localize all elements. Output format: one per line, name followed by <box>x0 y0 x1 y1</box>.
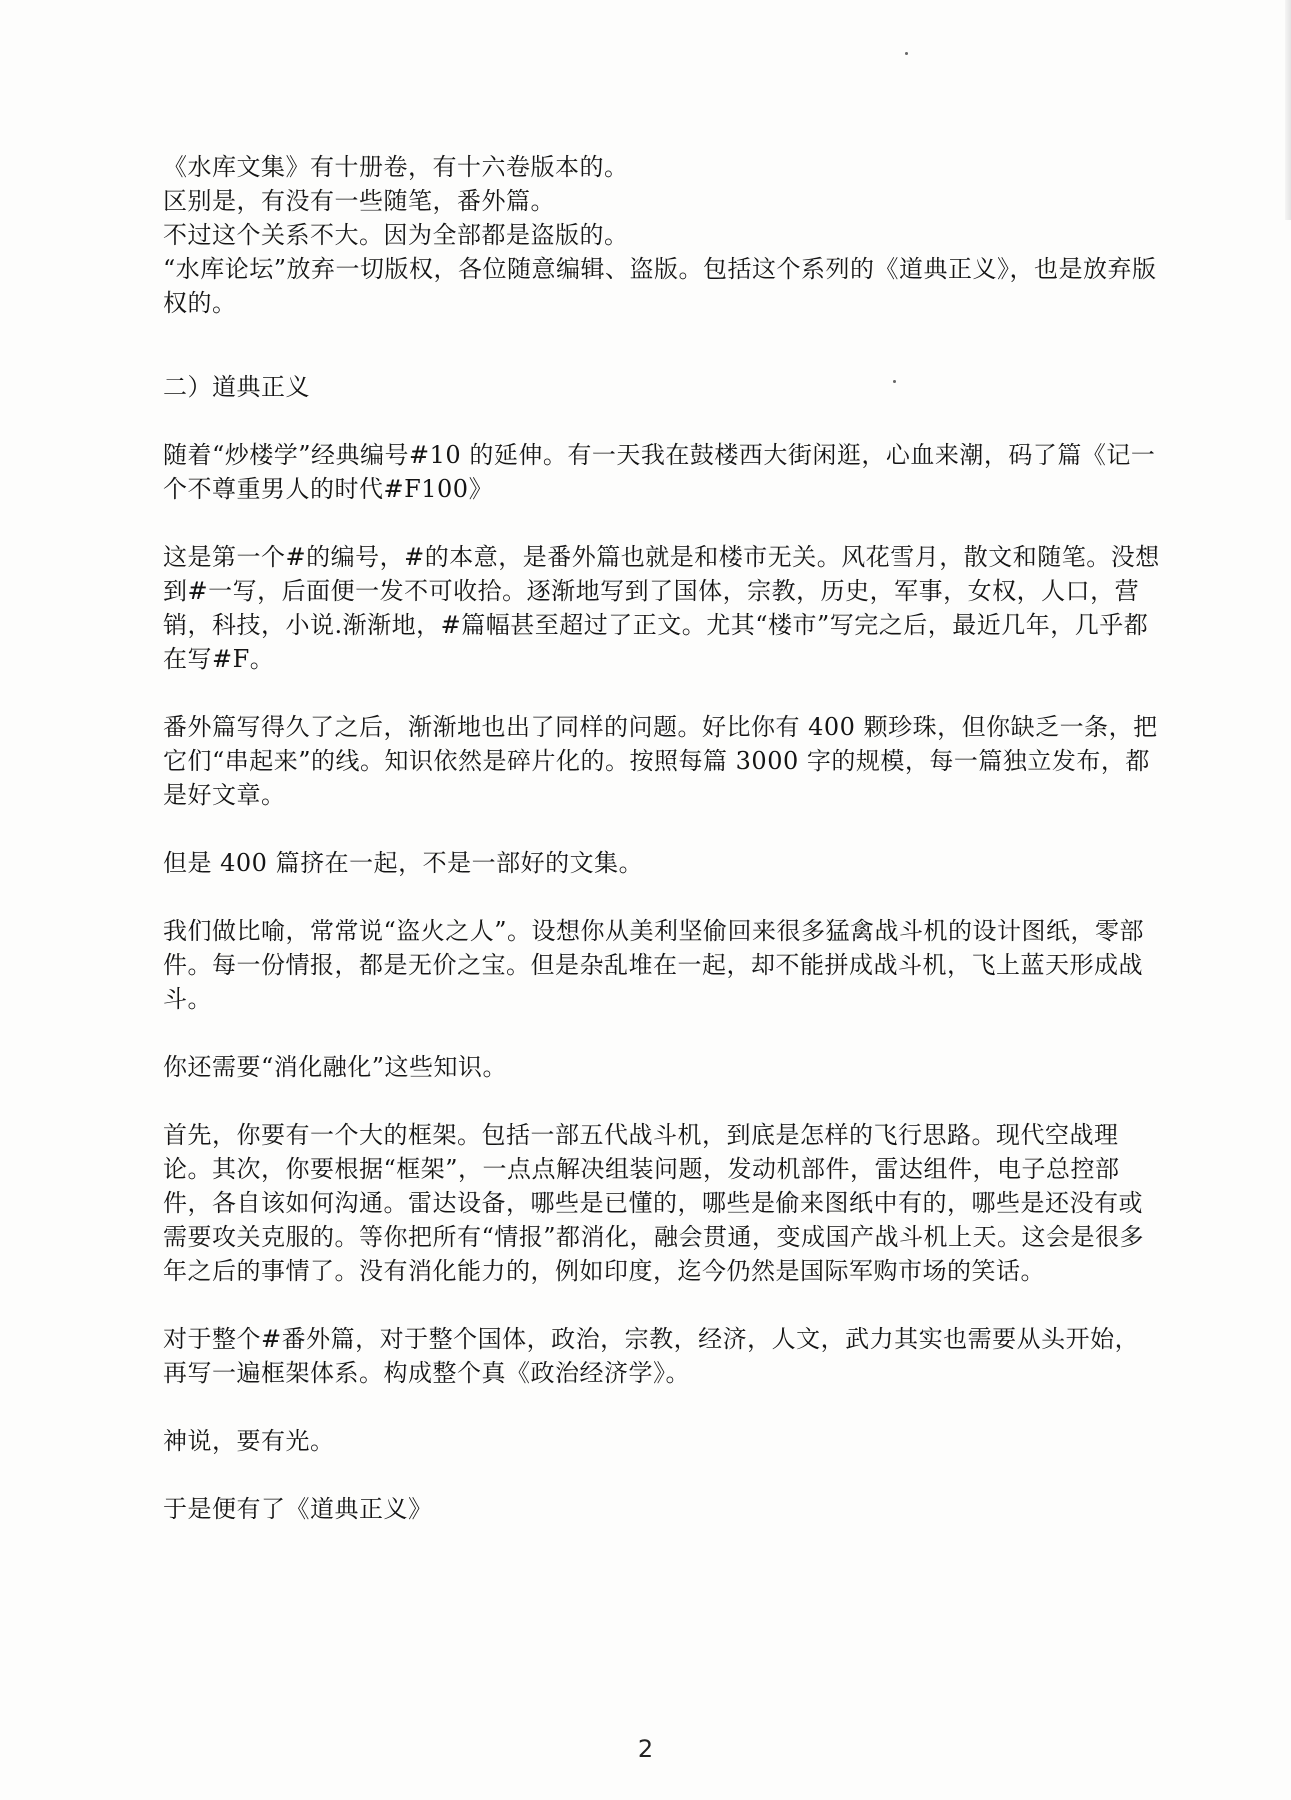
paragraph: 神说，要有光。 <box>163 1427 335 1455</box>
scan-speck <box>905 52 908 55</box>
paragraph: 我们做比喻，常常说“盗火之人”。设想你从美利坚偷回来很多猛禽战斗机的设计图纸，零部件。每一份情报，都是无价之宝。但是杂乱堆在一起，却不能拼成战斗机，飞上蓝天形成战斗。 <box>163 917 1145 1013</box>
intro-line: 区别是，有没有一些随笔，番外篇。 <box>163 187 555 215</box>
intro-block <box>163 150 1163 320</box>
paragraph: 你还需要“消化融化”这些知识。 <box>163 1053 508 1081</box>
document-body <box>163 150 1163 1526</box>
intro-line: 不过这个关系不大。因为全部都是盗版的。 <box>163 221 629 249</box>
section-heading: 二）道典正义 <box>163 373 310 401</box>
intro-line: “水库论坛”放弃一切版权，各位随意编辑、盗版。包括这个系列的《道典正义》，也是放弃版权的。 <box>163 255 1157 317</box>
paragraph: 首先，你要有一个大的框架。包括一部五代战斗机，到底是怎样的飞行思路。现代空战理论。其次，你要根据“框架”，一点点解决组装问题，发动机部件，雷达组件，电子总控部件，各自该如何沟通。雷达设备，哪些是已懂的，哪些是偷来图纸中有的，哪些是还没有或需要攻关克服的。等你把所有“情报”都消化，融会贯通，变成国产战斗机上天。这会是很多年之后的事情了。没有消化能力的，例如印度，迄今仍然是国际军购市场的笑话。 <box>163 1121 1145 1285</box>
paragraph: 番外篇写得久了之后，渐渐地也出了同样的问题。好比你有 400 颗珍珠，但你缺乏一条，把它们“串起来”的线。知识依然是碎片化的。按照每篇 3000 字的规模，每一篇独立发布，都是好文章。 <box>163 713 1158 809</box>
paragraph: 于是便有了《道典正义》 <box>163 1495 433 1523</box>
intro-line: 《水库文集》有十册卷，有十六卷版本的。 <box>163 153 629 181</box>
page-number: 2 <box>637 1735 654 1763</box>
paragraph: 这是第一个#的编号，#的本意，是番外篇也就是和楼市无关。风花雪月，散文和随笔。没想到#一写，后面便一发不可收拾。逐渐地写到了国体，宗教，历史，军事，女权，人口，营销，科技，小说.渐渐地，#篇幅甚至超过了正文。尤其“楼市”写完之后，最近几年，几乎都在写#F。 <box>163 543 1160 673</box>
paragraph: 随着“炒楼学”经典编号#10 的延伸。有一天我在鼓楼西大街闲逛，心血来潮，码了篇《记一个不尊重男人的时代#F100》 <box>163 441 1156 503</box>
scan-edge-shadow <box>1285 0 1291 220</box>
paragraph: 对于整个#番外篇，对于整个国体，政治，宗教，经济，人文，武力其实也需要从头开始，再写一遍框架体系。构成整个真《政治经济学》。 <box>163 1325 1140 1387</box>
paragraph: 但是 400 篇挤在一起，不是一部好的文集。 <box>163 849 644 877</box>
